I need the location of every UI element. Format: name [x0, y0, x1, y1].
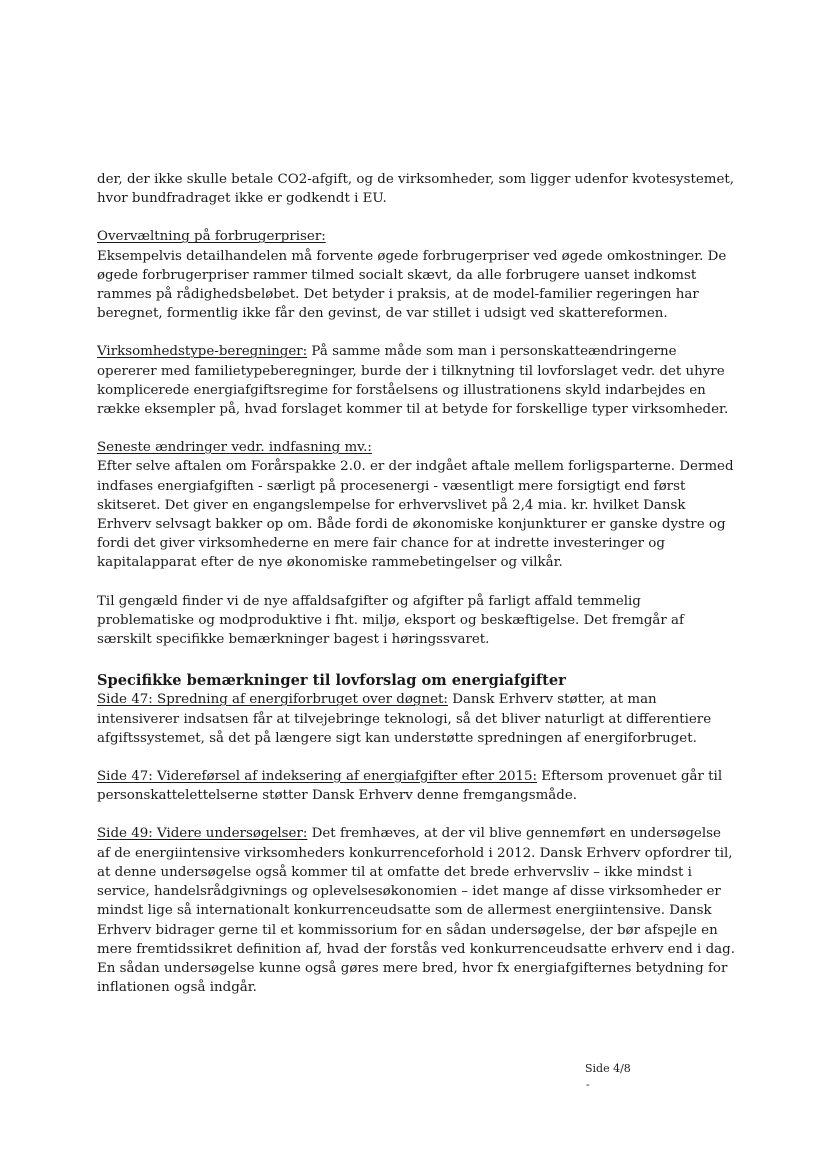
paragraph-text: Eftersom provenuet går til personskattelettelserne støtter Dansk Erhverv denne fremgangsmåde. — [97, 769, 723, 804]
paragraph-text: Eksempelvis detailhandelen må forvente øgede forbrugerpriser ved øgede omkostninger. De øgede forbrugerpriser rammer tilmed socialt skævt, da alle forbrugere uanset indkomst rammes på rådighedsbeløbet. Det betyder i praksis, at de model-familier regeringen har beregnet, formentlig ikke får den gevinst, de var stillet i udsigt ved skattereformen. — [97, 248, 727, 322]
page-number: Side 4/8 — [585, 1062, 631, 1075]
paragraph-text: Dansk Erhverv støtter, at man intensiverer indsatsen får at tilvejebringe teknologi, så det bliver naturligt at differentiere afgiftssystemet, så det på længere sigt kan understøtte spredningen af energiforbruget. — [97, 692, 712, 746]
subheading-side-47-spredning: Side 47: Spredning af energiforbruget over døgnet: — [97, 692, 448, 708]
subheading-side-47-indeksering: Side 47: Videreførsel af indeksering af energiafgifter efter 2015: — [97, 769, 538, 785]
paragraph-overvaeltning — [97, 227, 735, 323]
section-heading: Specifikke bemærkninger til lovforslag om energiafgifter — [97, 672, 566, 690]
subheading-side-49-undersoegelser: Side 49: Videre undersøgelser: — [97, 826, 308, 842]
paragraph-text: der, der ikke skulle betale CO2-afgift, og de virksomheder, som ligger udenfor kvotesystemet, hvor bundfradraget ikke er godkendt i EU. — [97, 172, 735, 207]
paragraph-side-47-indeksering — [97, 767, 735, 805]
subheading-seneste-aendringer: Seneste ændringer vedr. indfasning mv.: — [97, 440, 372, 456]
subheading-overvaeltning: Overvæltning på forbrugerpriser: — [97, 229, 326, 245]
subheading-virksomhedstype: Virksomhedstype-beregninger: — [97, 344, 308, 360]
paragraph-affaldsafgifter — [97, 592, 735, 650]
paragraph-virksomhedstype — [97, 342, 735, 419]
document-page — [97, 170, 735, 997]
paragraph-text: På samme måde som man i personskatteændringerne opererer med familietypeberegninger, burde der i tilknytning til lovforslaget vedr. det uhyre komplicerede energiafgiftsregime for forståelsens og illustrationens skyld indarbejdes en række eksempler på, hvad forslaget kommer til at betyde for forskellige typer virksomheder. — [97, 344, 729, 418]
paragraph-kvotesystem — [97, 170, 735, 208]
paragraph-text: Efter selve aftalen om Forårspakke 2.0. er der indgået aftale mellem forligsparterne. Dermed indfases energiafgiften - særligt på procesenergi - væsentligt mere forsigtigt end først skitseret. Det giver en engangslempelse for erhvervslivet på 2,4 mia. kr. hvilket Dansk Erhverv selvsagt bakker op om. Både fordi de økonomiske konjunkturer er ganske dystre og fordi det giver virksomhederne en mere fair chance for at indrette investeringer og kapitalapparat efter de nye økonomiske rammebetingelser og vilkår. — [97, 459, 734, 571]
paragraph-text: Til gengæld finder vi de nye affaldsafgifter og afgifter på farligt affald temmelig problematiske og modproduktive i fht. miljø, eksport og beskæftigelse. Det fremgår af særskilt specifikke bemærkninger bagest i høringssvaret. — [97, 593, 684, 648]
footer-dash: - — [586, 1078, 590, 1091]
paragraph-text: Det fremhæves, at der vil blive gennemført en undersøgelse af de energiintensive virksomheders konkurrenceforhold i 2012. Dansk Erhverv opfordrer til, at denne undersøgelse også kommer til at omfatte det brede erhvervsliv – ikke mindst i service, handelsrådgivnings og oplevelsesøkonomien – idet mange af disse virksomheder er mindst lige så internationalt konkurrenceudsatte som de allermest energiintensive. Dansk Erhverv bidrager gerne til et kommissorium for en sådan undersøgelse, der bør afspejle en mere fremtidssikret definition af, hvad der forstås ved konkurrenceudsatte erhverv end i dag. En sådan undersøgelse kunne også gøres mere bred, hvor fx energiafgifternes betydning for inflationen også indgår. — [97, 826, 735, 996]
paragraph-side-47-spredning — [97, 690, 735, 748]
paragraph-seneste-aendringer — [97, 438, 735, 572]
paragraph-side-49-undersoegelser — [97, 824, 735, 997]
